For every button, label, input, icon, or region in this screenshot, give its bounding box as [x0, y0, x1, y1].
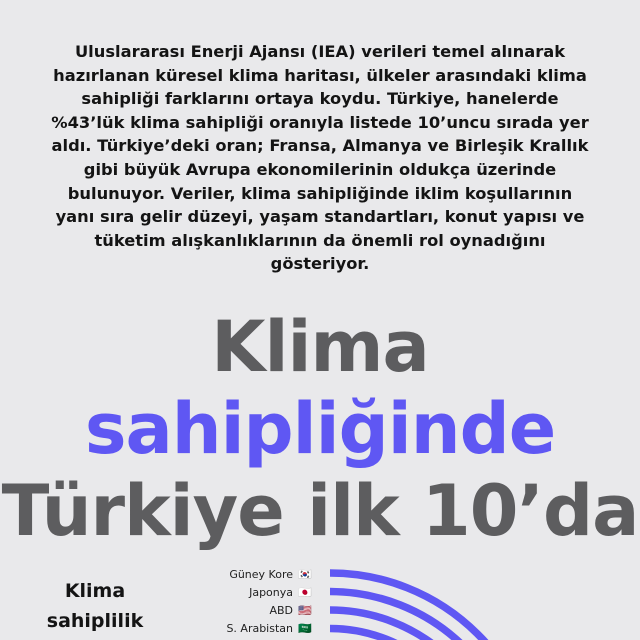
headline-line-2: sahipliğinde [84, 388, 556, 470]
headline-line-1: Klima [211, 306, 429, 388]
flag-icon: 🇯🇵 [298, 586, 312, 599]
category-label: Güney Kore [229, 568, 293, 581]
chart-marks [226, 568, 539, 640]
flag-icon: 🇰🇷 [298, 568, 312, 581]
headline [0, 306, 640, 552]
category-label: ABD [269, 604, 293, 617]
radial-bar-chart [0, 555, 640, 640]
category-label: Japonya [249, 586, 293, 599]
intro-paragraph: Uluslararası Enerji Ajansı (IEA) verileri temel alınarak hazırlanan küresel klima haritası, ülkeler arasındaki klima sahipliği farklarını ortaya koydu. Türkiye, hanelerde %43’lük klima sahipliği oranıyla listede 10’uncu sırada yer aldı. Türkiye’deki oran; Fransa, Almanya ve Birleşik Krallık gibi büyük Avrupa ekonomilerinin oldukça üzerinde bulunuyor. Veriler, klima sahipliğinde iklim koşullarının yanı sıra gelir düzeyi, yaşam standartları, konut yapısı ve tüketim alışkanlıklarının da önemli rol oynadığını gösteriyor. [51, 42, 589, 274]
chart-title: Klima sahiplilik [46, 580, 144, 632]
flag-icon: 🇸🇦 [298, 622, 312, 635]
category-label: S. Arabistan [226, 622, 293, 635]
flag-icon: 🇺🇸 [298, 604, 312, 617]
headline-line-3: Türkiye ilk 10’da [1, 470, 639, 552]
